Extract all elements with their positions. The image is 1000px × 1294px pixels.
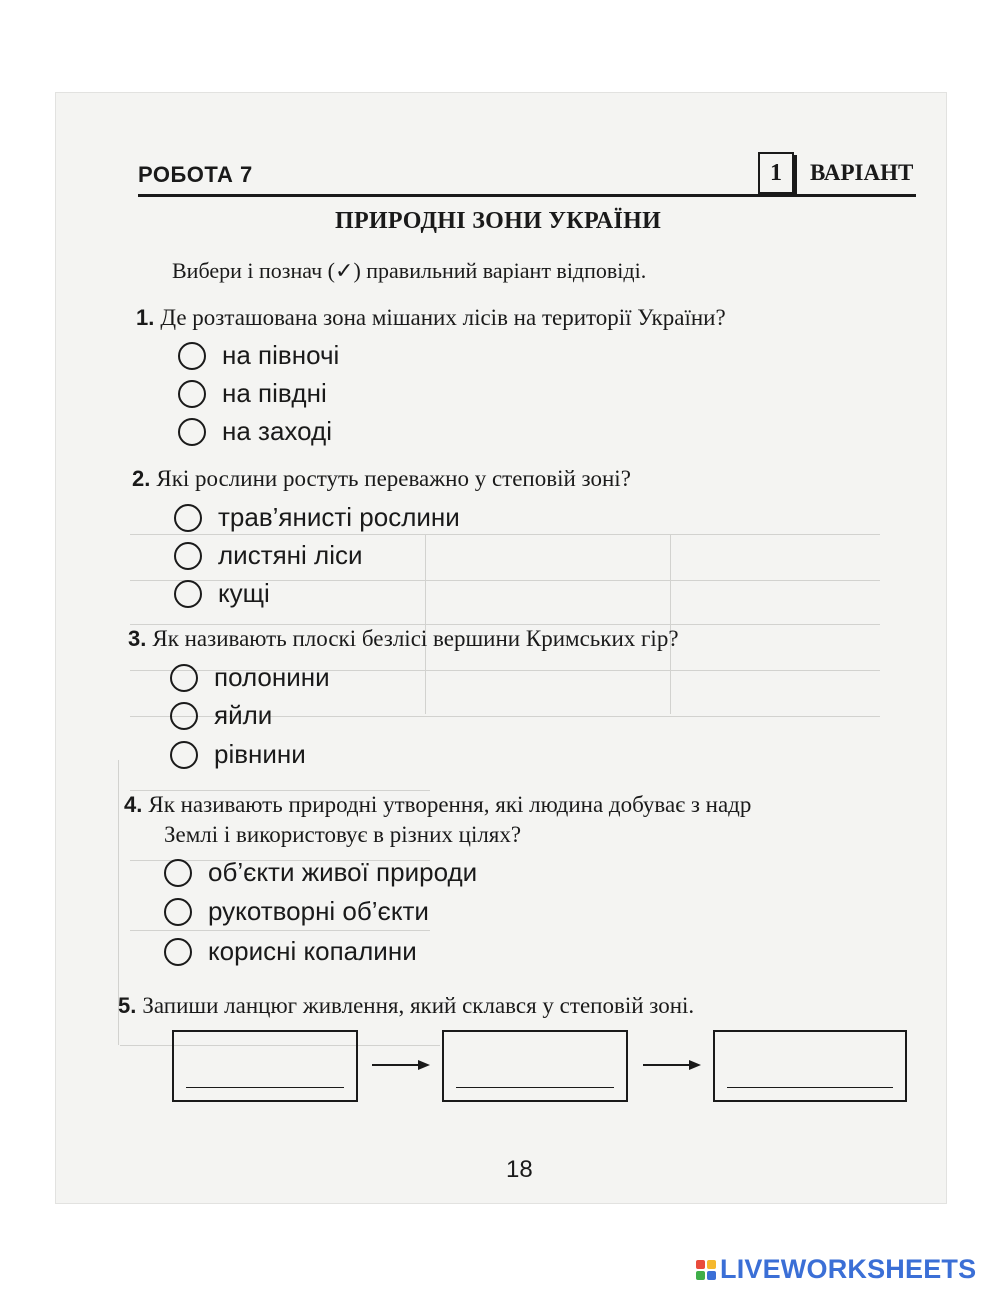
logo-squares-icon bbox=[696, 1260, 716, 1280]
option-1-1[interactable] bbox=[178, 340, 339, 371]
question-text: Як називають плоскі безлісі вершини Кримських гір? bbox=[152, 626, 679, 651]
question-3 bbox=[128, 626, 679, 652]
question-1 bbox=[136, 305, 726, 331]
variant-header bbox=[758, 152, 913, 194]
option-label: на заході bbox=[222, 416, 332, 446]
option-1-3[interactable] bbox=[178, 416, 332, 447]
answer-line bbox=[727, 1087, 893, 1088]
option-label: кущі bbox=[218, 578, 270, 608]
question-5 bbox=[118, 993, 694, 1019]
question-4-line-2: Землі і використовує в різних цілях? bbox=[164, 822, 522, 847]
option-1-2[interactable] bbox=[178, 378, 327, 409]
instruction-text: Вибери і познач (✓) правильний варіант відповіді. bbox=[172, 258, 647, 283]
radio-circle-icon[interactable] bbox=[164, 859, 192, 887]
question-text: Як називають природні утворення, які людина добуває з надр bbox=[148, 792, 752, 817]
radio-circle-icon[interactable] bbox=[178, 342, 206, 370]
option-2-2[interactable] bbox=[174, 540, 363, 571]
radio-circle-icon[interactable] bbox=[174, 542, 202, 570]
variant-number: 1 bbox=[758, 152, 794, 194]
radio-circle-icon[interactable] bbox=[174, 504, 202, 532]
radio-circle-icon[interactable] bbox=[170, 741, 198, 769]
logo-square bbox=[696, 1271, 705, 1280]
question-2 bbox=[132, 466, 631, 492]
logo-square bbox=[707, 1271, 716, 1280]
question-text: Запиши ланцюг живлення, який склався у степовій зоні. bbox=[142, 993, 695, 1018]
food-chain-box-3[interactable] bbox=[713, 1030, 907, 1102]
option-label: об’єкти живої природи bbox=[208, 857, 478, 887]
option-4-2[interactable] bbox=[164, 896, 429, 927]
question-number: 2. bbox=[132, 466, 151, 491]
question-number: 5. bbox=[118, 993, 137, 1018]
answer-line bbox=[186, 1087, 344, 1088]
option-4-3[interactable] bbox=[164, 936, 417, 967]
option-label: на півночі bbox=[222, 340, 340, 370]
logo-text: LIVEWORKSHEETS bbox=[720, 1254, 977, 1284]
option-3-1[interactable] bbox=[170, 662, 330, 693]
option-label: яйли bbox=[214, 700, 273, 730]
question-number: 1. bbox=[136, 305, 155, 330]
option-4-1[interactable] bbox=[164, 857, 477, 888]
page-title: ПРИРОДНІ ЗОНИ УКРАЇНИ bbox=[335, 208, 662, 234]
option-label: корисні копалини bbox=[208, 936, 417, 966]
option-label: трав’янисті рослини bbox=[218, 502, 460, 532]
radio-circle-icon[interactable] bbox=[170, 702, 198, 730]
food-chain-box-2[interactable] bbox=[442, 1030, 628, 1102]
option-2-3[interactable] bbox=[174, 578, 270, 609]
logo-square bbox=[707, 1260, 716, 1269]
option-label: полонини bbox=[214, 662, 330, 692]
radio-circle-icon[interactable] bbox=[178, 418, 206, 446]
liveworksheets-logo bbox=[696, 1254, 976, 1285]
header-divider bbox=[138, 194, 916, 197]
answer-line bbox=[456, 1087, 614, 1088]
radio-circle-icon[interactable] bbox=[164, 938, 192, 966]
radio-circle-icon[interactable] bbox=[178, 380, 206, 408]
page-number: 18 bbox=[506, 1156, 533, 1183]
work-label: РОБОТА 7 bbox=[138, 162, 253, 187]
option-3-2[interactable] bbox=[170, 700, 272, 731]
radio-circle-icon[interactable] bbox=[170, 664, 198, 692]
question-text: Де розташована зона мішаних лісів на території України? bbox=[160, 305, 726, 330]
radio-circle-icon[interactable] bbox=[164, 898, 192, 926]
radio-circle-icon[interactable] bbox=[174, 580, 202, 608]
option-3-3[interactable] bbox=[170, 739, 306, 770]
option-label: рівнини bbox=[214, 739, 306, 769]
arrow-right-icon bbox=[641, 1058, 703, 1072]
option-label: на півдні bbox=[222, 378, 327, 408]
question-text: Які рослини ростуть переважно у степовій зоні? bbox=[156, 466, 631, 491]
question-number: 3. bbox=[128, 626, 147, 651]
question-4 bbox=[124, 792, 751, 818]
logo-square bbox=[696, 1260, 705, 1269]
variant-label: ВАРІАНТ bbox=[810, 160, 914, 185]
arrow-right-icon bbox=[370, 1058, 432, 1072]
option-2-1[interactable] bbox=[174, 502, 460, 533]
food-chain-box-1[interactable] bbox=[172, 1030, 358, 1102]
question-number: 4. bbox=[124, 792, 143, 817]
option-label: рукотворні об’єкти bbox=[208, 896, 429, 926]
option-label: листяні ліси bbox=[218, 540, 363, 570]
